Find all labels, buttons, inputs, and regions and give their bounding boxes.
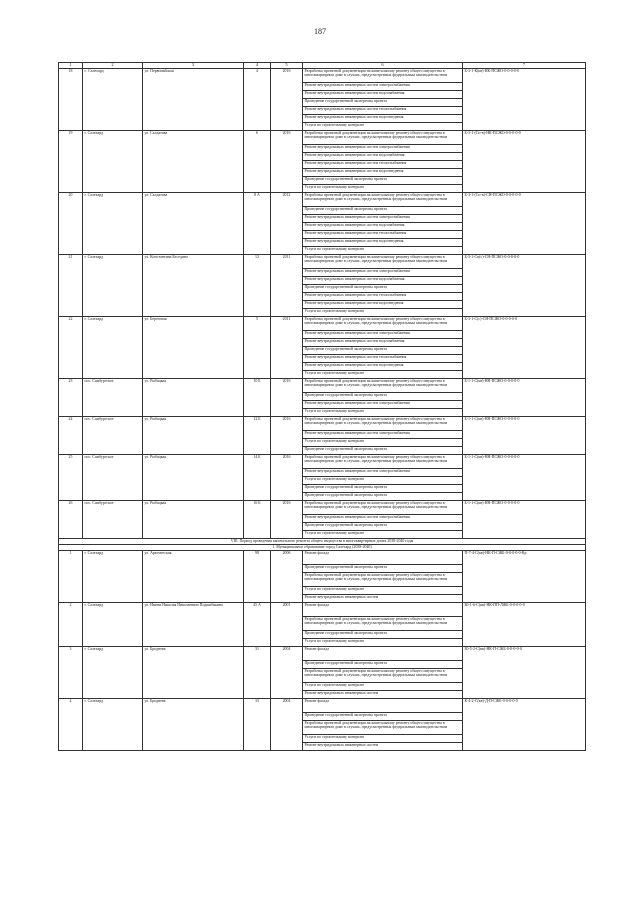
work-cell: Разработка проектной документации на капитальному ремонту общего имущества в многоквартирном доме в случаях, предусмотренных федеральным законодательством <box>303 131 463 145</box>
registry-code-cell: Б-3-1-Сп(с)-СН-ПСЖО-0-0-0-0-0 <box>463 255 586 317</box>
settlement-cell: пос. Самбургское <box>83 379 143 417</box>
house-number-cell: 14 Б <box>244 455 271 501</box>
header-cell: 4 <box>244 63 271 69</box>
work-cell: Ремонт внутридомовых инженерных систем водоотведения <box>303 169 463 177</box>
year-cell: 2011 <box>271 255 303 317</box>
work-cell: Проведение государственной экспертизы проекта <box>303 565 463 573</box>
house-number-cell: 6 <box>244 131 271 193</box>
registry-code-cell: Ю-1-6-С(кв)-НК-ПП-ЛЖБ-0-0-0-0-0 <box>463 603 586 647</box>
row-number: 26 <box>59 501 83 539</box>
work-cell: Ремонт внутридомовых инженерных систем теплоснабжения <box>303 355 463 363</box>
work-cell: Услуги по строительному контролю <box>303 477 463 485</box>
work-cell: Услуги по строительному контролю <box>303 735 463 743</box>
row-number: 1 <box>59 551 83 603</box>
work-cell: Ремонт внутридомовых инженерных систем <box>303 743 463 751</box>
year-cell: 2001 <box>271 603 303 647</box>
registry-code-cell: Б-3-1-С(с)-СН-ПСЖО-0-0-0-0-0 <box>463 317 586 379</box>
work-cell: Ремонт внутридомовых инженерных систем <box>303 691 463 699</box>
subsection-title: 1. Муниципальное образование город Салехард (2038-2040) <box>59 545 586 551</box>
work-cell: Проведение государственной экспертизы проекта <box>303 393 463 401</box>
year-cell: 2016 <box>271 69 303 131</box>
work-cell: Ремонт внутридомовых инженерных систем водоснабжения <box>303 339 463 347</box>
work-cell: Разработка проектной документации на капитальному ремонту общего имущества в многоквартирном доме в случаях, предусмотренных федеральным законодательством <box>303 669 463 683</box>
house-number-cell: 31 <box>244 647 271 699</box>
work-cell: Ремонт внутридомовых инженерных систем электроснабжения <box>303 469 463 477</box>
capital-repair-table <box>58 62 586 751</box>
work-cell: Услуги по строительному контролю <box>303 683 463 691</box>
work-cell: Услуги по строительному контролю <box>303 409 463 417</box>
table-row <box>59 603 586 617</box>
table-row <box>59 255 586 269</box>
work-cell: Ремонт внутридомовых инженерных систем электроснабжения <box>303 269 463 277</box>
work-cell: Услуги по строительному контролю <box>303 439 463 447</box>
header-cell: 2 <box>83 63 143 69</box>
year-cell: 2016 <box>271 131 303 193</box>
work-cell: Разработка проектной документации на капитальному ремонту общего имущества в многоквартирном доме в случаях, предусмотренных федеральным законодательством <box>303 69 463 83</box>
table-body-section-2 <box>59 551 586 751</box>
work-cell: Ремонт внутридомовых инженерных систем водоснабжения <box>303 91 463 99</box>
row-number: 24 <box>59 417 83 455</box>
work-cell: Ремонт внутридомовых инженерных систем электроснабжения <box>303 515 463 523</box>
table-row <box>59 193 586 207</box>
page-number: 187 <box>314 27 326 36</box>
settlement-cell: г. Салехард <box>83 551 143 603</box>
work-cell: Ремонт внутридомовых инженерных систем водоснабжения <box>303 153 463 161</box>
work-cell: Разработка проектной документации на капитальному ремонту общего имущества в многоквартирном доме в случаях, предусмотренных федеральным законодательством <box>303 501 463 515</box>
work-cell: Услуги по строительному контролю <box>303 531 463 539</box>
settlement-cell: г. Салехард <box>83 647 143 699</box>
settlement-cell: г. Салехард <box>83 193 143 255</box>
registry-code-cell: Б-3-1-(Сп-в)-СН-ПСЖО-0-0-0-0-0 <box>463 193 586 255</box>
settlement-cell: пос. Самбургское <box>83 417 143 455</box>
header-cell: 7 <box>463 63 586 69</box>
year-cell: 2004 <box>271 699 303 751</box>
year-cell: 2016 <box>271 455 303 501</box>
row-number: 25 <box>59 455 83 501</box>
year-cell: 2004 <box>271 647 303 699</box>
row-number: 20 <box>59 193 83 255</box>
house-number-cell: 33 <box>244 699 271 751</box>
row-number: 19 <box>59 131 83 193</box>
row-number: 4 <box>59 699 83 751</box>
header-cell: 3 <box>143 63 244 69</box>
house-number-cell: 10 Б <box>244 379 271 417</box>
work-cell: Разработка проектной документации на капитальному ремонту общего имущества в многоквартирном доме в случаях, предусмотренных федеральным законодательством <box>303 193 463 207</box>
work-cell: Ремонт внутридомовых инженерных систем теплоснабжения <box>303 107 463 115</box>
house-number-cell: 5 <box>244 317 271 379</box>
row-number: 23 <box>59 379 83 417</box>
work-cell: Ремонт фасада <box>303 699 463 713</box>
street-cell: ул. Арктическая <box>143 551 244 603</box>
registry-code-cell: К-4-2-С(кв)-Д-П-СЖБ-0-0-0-0-0 <box>463 699 586 751</box>
table-row <box>59 647 586 661</box>
table-row <box>59 551 586 565</box>
house-number-cell: 4 <box>244 69 271 131</box>
work-cell: Услуги по строительному контролю <box>303 247 463 255</box>
work-cell: Ремонт внутридомовых инженерных систем теплоснабжения <box>303 293 463 301</box>
house-number-cell: 12 <box>244 255 271 317</box>
table-row <box>59 699 586 713</box>
settlement-cell: г. Салехард <box>83 317 143 379</box>
work-cell: Проведение государственной экспертизы проекта <box>303 99 463 107</box>
street-cell: ул. Салдатова <box>143 193 244 255</box>
work-cell: Проведение государственной экспертизы проекта <box>303 631 463 639</box>
work-cell: Проведение государственной экспертизы проекта <box>303 285 463 293</box>
work-cell: Проведение государственной экспертизы проекта <box>303 207 463 215</box>
table-row <box>59 317 586 331</box>
work-cell: Ремонт внутридомовых инженерных систем электроснабжения <box>303 215 463 223</box>
row-number: 18 <box>59 69 83 131</box>
work-cell: Разработка проектной документации на капитальному ремонту общего имущества в многоквартирном доме в случаях, предусмотренных федеральным законодательством <box>303 573 463 587</box>
work-cell: Ремонт внутридомовых инженерных систем электроснабжения <box>303 145 463 153</box>
table-row <box>59 379 586 393</box>
work-cell: Ремонт внутридомовых инженерных систем <box>303 595 463 603</box>
house-number-cell: 98 <box>244 551 271 603</box>
work-cell: Ремонт внутридомовых инженерных систем электроснабжения <box>303 331 463 339</box>
work-cell: Услуги по строительному контролю <box>303 587 463 595</box>
work-cell: Ремонт внутридомовых инженерных систем водоотведения <box>303 239 463 247</box>
year-cell: 2016 <box>271 501 303 539</box>
street-cell: ул. Первомайская <box>143 69 244 131</box>
year-cell: 2011 <box>271 317 303 379</box>
section-title: VIII. Период проведения капитального ремонта общего имущества в многоквартирных домах 2038-2040 годы <box>59 539 586 545</box>
street-cell: ул. Имени Николая Николаевича Подшибякина <box>143 603 244 647</box>
work-cell: Услуги по строительному контролю <box>303 309 463 317</box>
work-cell: Ремонт внутридомовых инженерных систем электроснабжения <box>303 401 463 409</box>
row-number: 2 <box>59 603 83 647</box>
settlement-cell: г. Салехард <box>83 699 143 751</box>
work-cell: Проведение государственной экспертизы проекта <box>303 493 463 501</box>
street-cell: ул. Салдатова <box>143 131 244 193</box>
street-cell: ул. Береговая <box>143 317 244 379</box>
settlement-cell: пос. Самбургское <box>83 455 143 501</box>
work-cell: Услуги по строительному контролю <box>303 185 463 193</box>
settlement-cell: с. Салехард <box>83 69 143 131</box>
registry-code-cell: Б-3-1-К(кв)-НК-ПСЖО-0-0-0-0-0 <box>463 69 586 131</box>
registry-code-cell: П-7-4-С(кв)-НК-П-СЖБ-0-0-0-0-0-Кр <box>463 551 586 603</box>
work-cell: Ремонт внутридомовых инженерных систем водоотведения <box>303 363 463 371</box>
street-cell: ул. Рыбацкая <box>143 501 244 539</box>
row-number: 22 <box>59 317 83 379</box>
header-cell: 6 <box>303 63 463 69</box>
registry-code-cell: Б-1-1-С(кв)-НН-ПСЖО-0-0-0-0-0 <box>463 455 586 501</box>
work-cell: Ремонт внутридомовых инженерных систем водоснабжения <box>303 277 463 285</box>
year-cell: 2006 <box>271 551 303 603</box>
house-number-cell: 12 Б <box>244 417 271 455</box>
work-cell: Разработка проектной документации на капитальному ремонту общего имущества в многоквартирном доме в случаях, предусмотренных федеральным законодательством <box>303 455 463 469</box>
work-cell: Ремонт внутридомовых инженерных систем теплоснабжения <box>303 161 463 169</box>
table-row <box>59 501 586 515</box>
row-number: 3 <box>59 647 83 699</box>
work-cell: Ремонт внутридомовых инженерных систем теплоснабжения <box>303 231 463 239</box>
settlement-cell: г. Салехард <box>83 255 143 317</box>
table-body-section-1 <box>59 69 586 539</box>
street-cell: ул. Рыбацкая <box>143 417 244 455</box>
registry-code-cell: Б-3-1-(Сп-в)-НК-ПСЖО-0-0-0-0-0 <box>463 131 586 193</box>
work-cell: Разработка проектной документации на капитальному ремонту общего имущества в многоквартирном доме в случаях, предусмотренных федеральным законодательством <box>303 379 463 393</box>
work-cell: Проведение государственной экспертизы проекта <box>303 713 463 721</box>
work-cell: Ремонт внутридомовых инженерных систем электроснабжения <box>303 83 463 91</box>
street-cell: ул. Константина Беседина <box>143 255 244 317</box>
work-cell: Ремонт внутридомовых инженерных систем водоснабжения <box>303 223 463 231</box>
table-row <box>59 131 586 145</box>
header-cell: 1 <box>59 63 83 69</box>
work-cell: Ремонт фасада <box>303 551 463 565</box>
street-cell: ул. Броднева <box>143 647 244 699</box>
work-cell: Проведение государственной экспертизы проекта <box>303 347 463 355</box>
work-cell: Ремонт фасада <box>303 603 463 617</box>
settlement-cell: г. Салехард <box>83 603 143 647</box>
work-cell: Разработка проектной документации на капитальному ремонту общего имущества в многоквартирном доме в случаях, предусмотренных федеральным законодательством <box>303 721 463 735</box>
work-cell: Проведение государственной экспертизы проекта <box>303 485 463 493</box>
registry-code-cell: Б-1-1-С(кв)-НН-ПСЖО-0-0-0-0-0 <box>463 417 586 455</box>
work-cell: Ремонт внутридомовых инженерных систем электроснабжения <box>303 431 463 439</box>
street-cell: ул. Рыбацкая <box>143 379 244 417</box>
work-cell: Ремонт внутридомовых инженерных систем водоотведения <box>303 115 463 123</box>
table-row <box>59 455 586 469</box>
work-cell: Проведение государственной экспертизы проекта <box>303 523 463 531</box>
header-cell: 5 <box>271 63 303 69</box>
settlement-cell: г. Салехард <box>83 131 143 193</box>
section-headers <box>59 539 586 551</box>
year-cell: 2016 <box>271 417 303 455</box>
house-number-cell: 45 А <box>244 603 271 647</box>
table-row <box>59 69 586 83</box>
house-number-cell: 8 А <box>244 193 271 255</box>
row-number: 21 <box>59 255 83 317</box>
work-cell: Разработка проектной документации на капитальному ремонту общего имущества в многоквартирном доме в случаях, предусмотренных федеральным законодательством <box>303 617 463 631</box>
work-cell: Разработка проектной документации на капитальному ремонту общего имущества в многоквартирном доме в случаях, предусмотренных федеральным законодательством <box>303 317 463 331</box>
work-cell: Услуги по строительному контролю <box>303 639 463 647</box>
work-cell: Разработка проектной документации на капитальному ремонту общего имущества в многоквартирном доме в случаях, предусмотренных федеральным законодательством <box>303 255 463 269</box>
registry-code-cell: Б-1-1-С(кв)-НН-ПСЖО-0-0-0-0-0 <box>463 501 586 539</box>
table-row <box>59 417 586 431</box>
street-cell: ул. Рыбацкая <box>143 455 244 501</box>
work-cell: Разработка проектной документации на капитальному ремонту общего имущества в многоквартирном доме в случаях, предусмотренных федеральным законодательством <box>303 417 463 431</box>
work-cell: Ремонт внутридомовых инженерных систем водоотведения <box>303 301 463 309</box>
year-cell: 2012 <box>271 193 303 255</box>
work-cell: Проведение государственной экспертизы проекта <box>303 661 463 669</box>
work-cell: Проведение государственной экспертизы проекта <box>303 177 463 185</box>
work-cell: Услуги по строительному контролю <box>303 123 463 131</box>
house-number-cell: 16 Б <box>244 501 271 539</box>
work-cell: Проведение государственной экспертизы проекта <box>303 447 463 455</box>
year-cell: 2016 <box>271 379 303 417</box>
work-cell: Услуги по строительному контролю <box>303 371 463 379</box>
work-cell: Ремонт фасада <box>303 647 463 661</box>
registry-code-cell: Ю-5-2-С(кв)-НК-П-СЖБ-0-0-0-0-0 <box>463 647 586 699</box>
registry-code-cell: Б-1-1-С(кв)-НН-ПСЖО-0-0-0-0-0 <box>463 379 586 417</box>
settlement-cell: пос. Самбургское <box>83 501 143 539</box>
street-cell: ул. Броднева <box>143 699 244 751</box>
